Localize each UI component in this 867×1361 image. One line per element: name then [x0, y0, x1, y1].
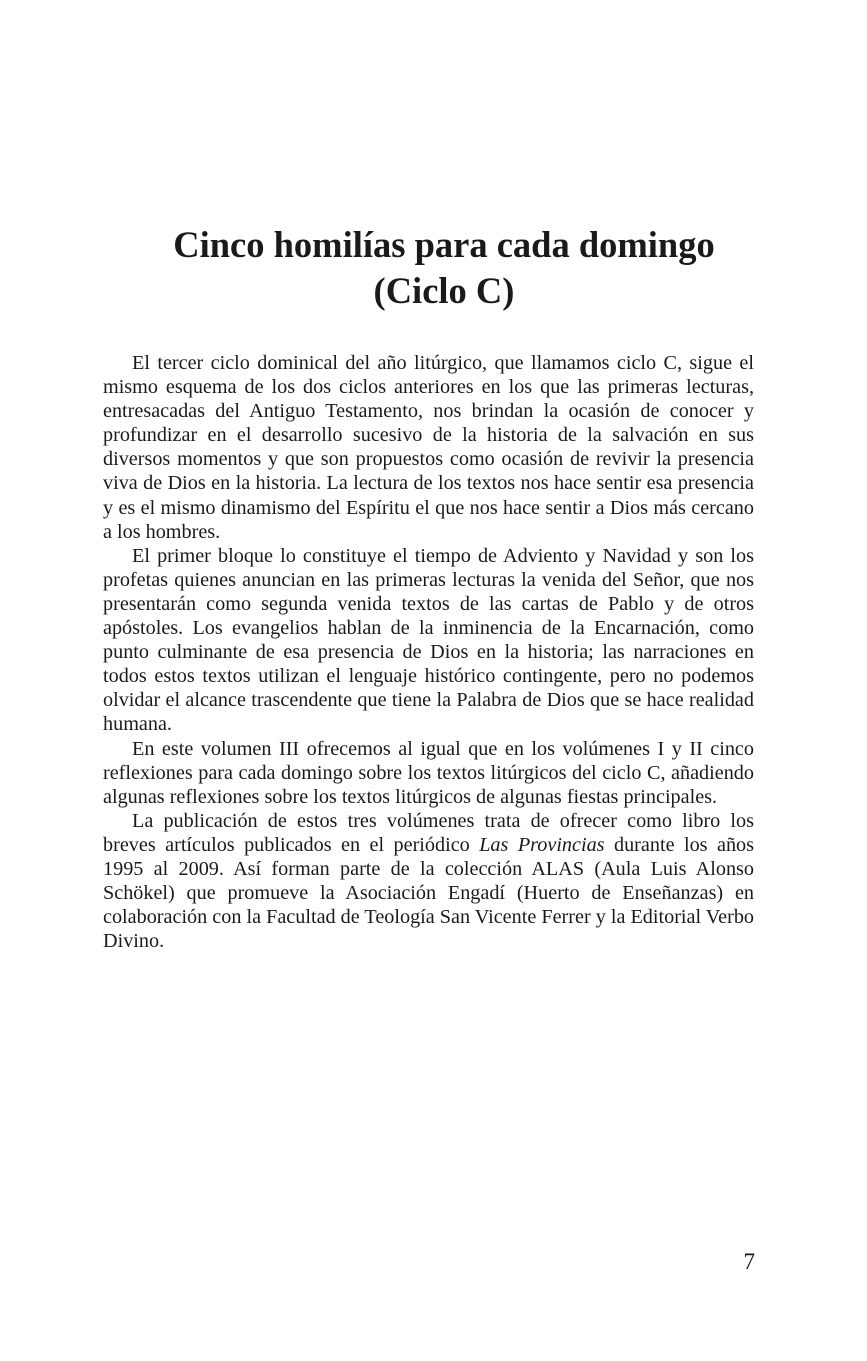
paragraph-4	[103, 809, 754, 954]
paragraph-2: El primer bloque lo constituye el tiempo de Adviento y Navidad y son los profetas quienes anuncian en las primeras lecturas la venida del Señor, que nos presentarán como segunda venida textos de las cartas de Pablo y de otros apóstoles. Los evangelios hablan de la inminencia de la Encarnación, como punto culminante de esa presencia de Dios en la historia; las narraciones en todos estos textos utilizan el lenguaje histórico contingente, pero no podemos olvidar el alcance trascendente que tiene la Palabra de Dios que se hace realidad humana.	[103, 544, 754, 736]
newspaper-title: Las Provincias	[479, 833, 605, 856]
paragraph-1: El tercer ciclo dominical del año litúrgico, que llamamos ciclo C, sigue el mismo esquema de los dos ciclos anteriores en los que las primeras lecturas, entresacadas del Antiguo Testamento, nos brindan la ocasión de conocer y profundizar en el desarrollo sucesivo de la historia de la salvación en sus diversos momentos y que son propuestos como ocasión de revivir la presencia viva de Dios en la historia. La lectura de los textos nos hace sentir esa presencia y es el mismo dinamismo del Espíritu el que nos hace sentir a Dios más cercano a los hombres.	[103, 352, 754, 543]
title-line-1: Cinco homilías para cada domingo	[173, 224, 715, 265]
page-number: 7	[743, 1249, 755, 1274]
title-line-2: (Ciclo C)	[373, 270, 515, 311]
paragraph-4-text-after: durante los años 1995 al 2009. Así forman parte de la colección ALAS (Aula Luis Alonso Schökel) que promueve la Asociación Engadí (Huerto de Enseñanzas) en colaboración con la Facultad de Teología San Vicente Ferrer y la Editorial Verbo Divino.	[103, 833, 755, 953]
paragraph-3: En este volumen III ofrecemos al igual que en los volúmenes I y II cinco reflexiones para cada domingo sobre los textos litúrgicos del ciclo C, añadiendo algunas reflexiones sobre los textos litúrgicos de algunas fiestas principales.	[103, 737, 754, 808]
paragraph-4-text-before: La publicación de estos tres volúmenes trata de ofrecer como libro los breves artículos publicados en el periódico	[103, 809, 754, 856]
page-title	[103, 222, 785, 314]
body-text	[103, 351, 754, 953]
